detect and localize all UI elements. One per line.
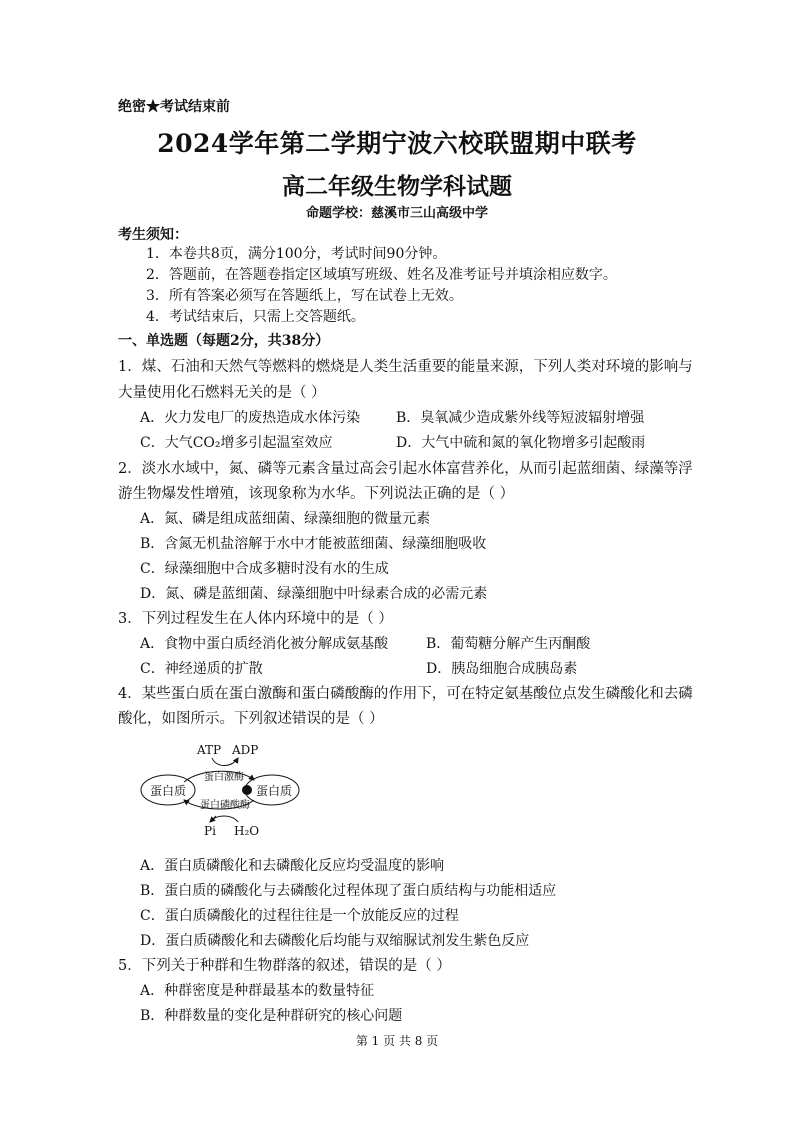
question-2-stem-line: 游生物爆发性增殖，该现象称为水华。下列说法正确的是（ ）	[118, 486, 515, 502]
h2o-to-pi-arrow	[210, 816, 238, 822]
adp-label: ADP	[232, 743, 259, 757]
question-1-option-b: B．臭氧减少造成紫外线等短波辐射增强	[396, 410, 645, 426]
notice-item: 3．所有答案必须写在答题纸上，写在试卷上无效。	[146, 288, 463, 304]
atp-to-adp-arrow	[212, 758, 238, 766]
question-3-option-b: B．葡萄糖分解产生丙酮酸	[426, 636, 591, 652]
question-5-stem-line: 5．下列关于种群和生物群落的叙述，错误的是（ ）	[118, 958, 451, 974]
h2o-label: H₂O	[234, 824, 260, 838]
question-1-option-d: D．大气中硫和氮的氧化物增多引起酸雨	[396, 435, 646, 451]
question-5-option-a: A．种群密度是种群最基本的数量特征	[140, 983, 375, 999]
notice-heading: 考生须知：	[118, 227, 188, 243]
pi-label: Pi	[204, 824, 216, 838]
exam-title: 2024学年第二学期宁波六校联盟期中联考	[157, 129, 637, 158]
question-1-option-c: C．大气CO₂增多引起温室效应	[140, 435, 333, 451]
question-2-option-a: A．氮、磷是组成蓝细菌、绿藻细胞的微量元素	[140, 511, 431, 527]
notice-item: 1．本卷共8页，满分100分，考试时间90分钟。	[146, 246, 447, 262]
question-1-stem-line: 大量使用化石燃料无关的是（ ）	[118, 385, 326, 401]
question-2-option-b: B．含氮无机盐溶解于水中才能被蓝细菌、绿藻细胞吸收	[140, 536, 487, 552]
question-4-option-b: B．蛋白质的磷酸化与去磷酸化过程体现了蛋白质结构与功能相适应	[140, 883, 557, 899]
question-4-stem-line: 酸化，如图所示。下列叙述错误的是（ ）	[118, 711, 384, 727]
page-footer: 第 1 页 共 8 页	[355, 1034, 439, 1048]
notice-item: 2．答题前，在答题卷指定区域填写班级、姓名及准考证号并填涂相应数字。	[146, 267, 617, 283]
question-2-option-d: D．氮、磷是蓝细菌、绿藻细胞中叶绿素合成的必需元素	[140, 586, 488, 602]
atp-label: ATP	[197, 743, 222, 757]
exam-subtitle: 高二年级生物学科试题	[282, 173, 512, 200]
question-3-option-d: D．胰岛细胞合成胰岛素	[426, 661, 578, 677]
question-4-option-c: C．蛋白质磷酸化的过程往往是一个放能反应的过程	[140, 908, 459, 924]
protein-left-label: 蛋白质	[150, 784, 187, 798]
question-1-stem-line: 1．煤、石油和天然气等燃料的燃烧是人类生活重要的能量来源，下列人类对环境的影响与	[118, 359, 693, 375]
section-heading: 一、单选题（每题2分，共38分）	[118, 333, 330, 349]
notice-list	[146, 244, 617, 328]
question-1-option-a: A．火力发电厂的废热造成水体污染	[140, 410, 361, 426]
question-3-stem-line: 3．下列过程发生在人体内环境中的是（ ）	[118, 611, 393, 627]
question-4-option-d: D．蛋白质磷酸化和去磷酸化后均能与双缩脲试剂发生紫色反应	[140, 933, 530, 949]
setter-school: 命题学校：慈溪市三山高级中学	[305, 206, 488, 221]
h2o-to-pi-arrowhead	[210, 816, 216, 822]
phosphate-group-dot	[242, 785, 252, 795]
protein-right-label: 蛋白质	[256, 784, 293, 798]
question-2-stem-line: 2．淡水水域中，氮、磷等元素含量过高会引起水体富营养化，从而引起蓝细菌、绿藻等浮	[118, 461, 693, 477]
phosphorylation-diagram	[140, 738, 320, 840]
question-3-option-a: A．食物中蛋白质经消化被分解成氨基酸	[140, 636, 389, 652]
question-3-option-c: C．神经递质的扩散	[140, 661, 263, 677]
phosphatase-label: 蛋白磷酸酶	[200, 800, 250, 811]
confidential-label: 绝密★考试结束前	[118, 99, 230, 115]
question-5-option-b: B．种群数量的变化是种群研究的核心问题	[140, 1008, 403, 1024]
notice-item: 4．考试结束后，只需上交答题纸。	[146, 309, 365, 325]
question-4-option-a: A．蛋白质磷酸化和去磷酸化反应均受温度的影响	[140, 858, 445, 874]
kinase-label: 蛋白激酶	[204, 772, 244, 783]
question-2-option-c: C．绿藻细胞中合成多糖时没有水的生成	[140, 561, 389, 577]
question-4-stem-line: 4．某些蛋白质在蛋白激酶和蛋白磷酸酶的作用下，可在特定氨基酸位点发生磷酸化和去磷	[118, 686, 693, 702]
